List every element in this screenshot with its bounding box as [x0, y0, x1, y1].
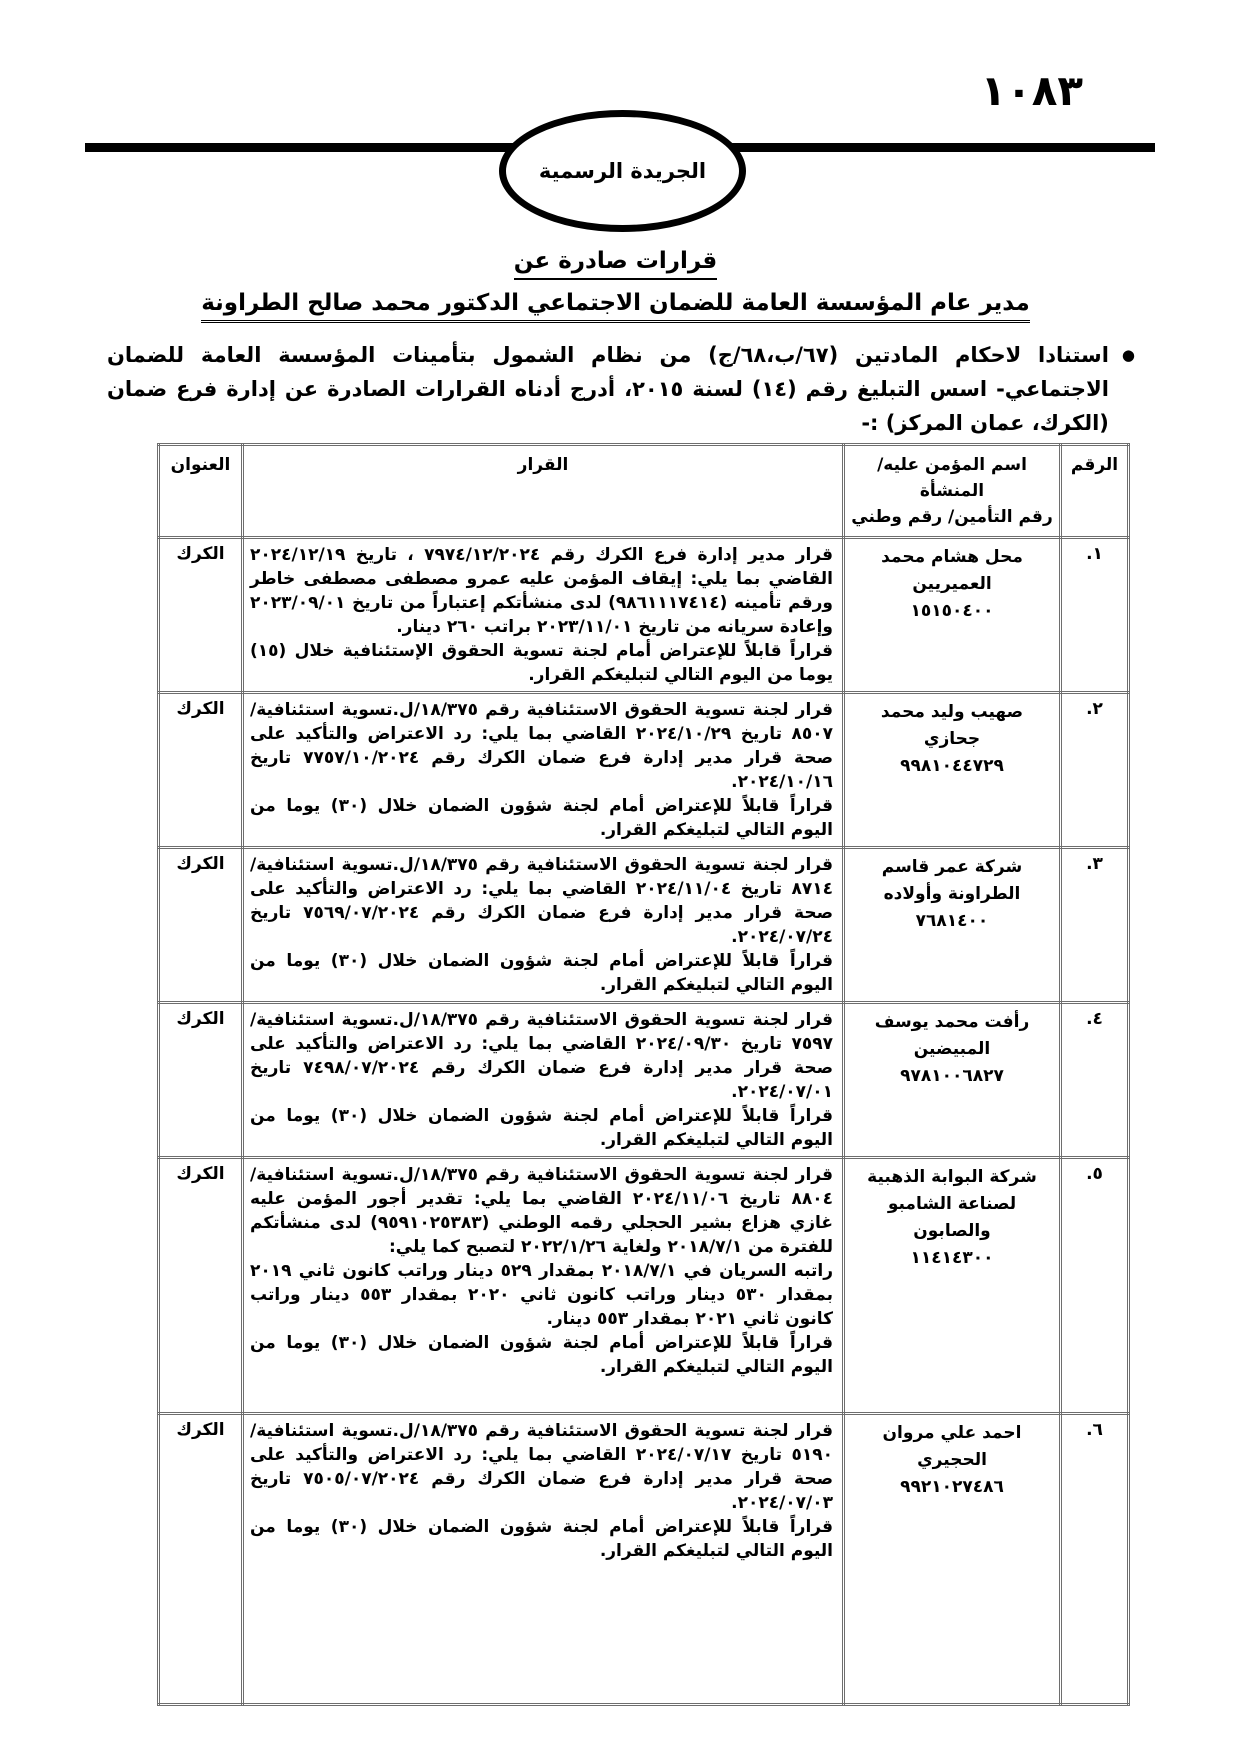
banner-ellipse [499, 110, 746, 232]
insurance-number: ١١٤١٤٣٠٠ [910, 1248, 994, 1268]
header-name-line1: اسم المؤمن عليه/ المنشأة [877, 455, 1027, 501]
address-cell: الكرك [159, 848, 243, 1003]
heading-secondary-text: مدير عام المؤسسة العامة للضمان الاجتماعي الدكتور محمد صالح الطراونة [201, 290, 1030, 323]
insured-name-cell [844, 693, 1061, 848]
row-number: ٤. [1061, 1003, 1129, 1158]
header-name [844, 445, 1061, 538]
intro-paragraph [107, 338, 1135, 440]
address-cell: الكرك [159, 1003, 243, 1158]
intro-text: استنادا لاحكام المادتين (٦٧/ب،٦٨/ج) من نظام الشمول بتأمينات المؤسسة العامة للضمان الاجتماعي- اسس التبليغ رقم (١٤) لسنة ٢٠١٥، أدرج أدناه القرارات الصادرة عن إدارة فرع ضمان (الكرك، عمان المركز) :- [107, 343, 1109, 435]
row-number: ١. [1061, 538, 1129, 693]
decision-cell [243, 1158, 844, 1414]
decisions-table [157, 443, 1130, 1706]
decision-cell [243, 1003, 844, 1158]
insured-name: رأفت محمد يوسف المبيضين [874, 1012, 1030, 1059]
address-cell: الكرك [159, 1414, 243, 1705]
insured-name-cell [844, 1158, 1061, 1414]
row-number: ٢. [1061, 693, 1129, 848]
decision-paragraph: قرار لجنة تسوية الحقوق الاستئنافية رقم ١٨/٣٧٥/ل.تسوية استئنافية/٨٧١٤ تاريخ ٢٠٢٤/١١/٠٤ القاضي بما يلي: رد الاعتراض والتأكيد على صحة قرار مدير إدارة فرع ضمان الكرك رقم ٧٥٦٩/٠٧/٢٠٢٤ تاريخ ٢٠٢٤/٠٧/٢٤. [250, 855, 834, 947]
insurance-number: ١٥١٥٠٤٠٠ [910, 601, 994, 621]
table-row [159, 1414, 1129, 1705]
decision-paragraph: قراراً قابلاً للإعتراض أمام لجنة شؤون الضمان خلال (٣٠) يوما من اليوم التالي لتبليغكم القرار. [250, 1517, 833, 1561]
decision-cell [243, 1414, 844, 1705]
decision-cell [243, 693, 844, 848]
insured-name-cell [844, 1414, 1061, 1705]
table-row [159, 693, 1129, 848]
insured-name: احمد علي مروان الحجيري [882, 1423, 1022, 1470]
page-number: ١٠٨٣ [980, 66, 1083, 115]
insured-name: صهيب وليد محمد جحازي [880, 702, 1024, 749]
bullet-icon: ● [1121, 346, 1135, 364]
table-header-row [159, 445, 1129, 538]
insured-name-cell [844, 848, 1061, 1003]
heading-secondary [0, 290, 1231, 323]
heading-primary [0, 248, 1231, 280]
decision-paragraph: قرار لجنة تسوية الحقوق الاستئنافية رقم ١٨/٣٧٥/ل.تسوية استئنافية/٥١٩٠ تاريخ ٢٠٢٤/٠٧/١٧ القاضي بما يلي: رد الاعتراض والتأكيد على صحة قرار مدير إدارة فرع ضمان الكرك رقم ٧٥٠٥/٠٧/٢٠٢٤ تاريخ ٢٠٢٤/٠٧/٠٣. [250, 1421, 834, 1513]
insurance-number: ٧٦٨١٤٠٠ [915, 911, 989, 931]
decision-paragraph: قراراً قابلاً للإعتراض أمام لجنة شؤون الضمان خلال (٣٠) يوما من اليوم التالي لتبليغكم القرار. [250, 1106, 833, 1150]
insured-name: شركة عمر قاسم الطراونة وأولاده [881, 857, 1023, 904]
address-cell: الكرك [159, 538, 243, 693]
decision-paragraph: قرار مدير إدارة فرع الكرك رقم ٧٩٧٤/١٢/٢٠٢٤ ، تاريخ ٢٠٢٤/١٢/١٩ القاضي بما يلي: إيقاف المؤمن عليه عمرو مصطفى مصطفى خاطر ورقم تأمينه (٩٨٦١١١٧٤١٤) لدى منشأتكم إعتباراً من تاريخ ٢٠٢٣/٠٩/٠١ وإعادة سريانه من تاريخ ٢٠٢٣/١١/٠١ براتب ٢٦٠ دينار. [250, 545, 834, 637]
decision-paragraph: قرار لجنة تسوية الحقوق الاستئنافية رقم ١٨/٣٧٥/ل.تسوية استئنافية/٨٥٠٧ تاريخ ٢٠٢٤/١٠/٢٩ القاضي بما يلي: رد الاعتراض والتأكيد على صحة قرار مدير إدارة فرع ضمان الكرك رقم ٧٧٥٧/١٠/٢٠٢٤ تاريخ ٢٠٢٤/١٠/١٦. [250, 700, 834, 792]
header-number: الرقم [1061, 445, 1129, 538]
row-number: ٥. [1061, 1158, 1129, 1414]
insured-name-cell [844, 538, 1061, 693]
header-decision: القرار [243, 445, 844, 538]
insurance-number: ٩٧٨١٠٠٦٨٢٧ [900, 1066, 1004, 1086]
table-row [159, 538, 1129, 693]
insurance-number: ٩٩٢١٠٢٧٤٨٦ [900, 1477, 1004, 1497]
decision-paragraph: قراراً قابلاً للإعتراض أمام لجنة شؤون الضمان خلال (٣٠) يوما من اليوم التالي لتبليغكم القرار. [250, 951, 833, 995]
decision-paragraph: قراراً قابلاً للإعتراض أمام لجنة تسوية الحقوق الإستئنافية خلال (١٥) يوما من اليوم التالي لتبليغكم القرار. [250, 641, 833, 685]
header-address: العنوان [159, 445, 243, 538]
decision-cell [243, 848, 844, 1003]
table-row [159, 1003, 1129, 1158]
row-number: ٦. [1061, 1414, 1129, 1705]
row-number: ٣. [1061, 848, 1129, 1003]
decision-paragraph: قرار لجنة تسوية الحقوق الاستئنافية رقم ١٨/٣٧٥/ل.تسوية استئنافية/٧٥٩٧ تاريخ ٢٠٢٤/٠٩/٣٠ القاضي بما يلي: رد الاعتراض والتأكيد على صحة قرار مدير إدارة فرع ضمان الكرك رقم ٧٤٩٨/٠٧/٢٠٢٤ تاريخ ٢٠٢٤/٠٧/٠١. [250, 1010, 834, 1102]
decision-paragraph: قراراً قابلاً للإعتراض أمام لجنة شؤون الضمان خلال (٣٠) يوما من اليوم التالي لتبليغكم القرار. [250, 796, 833, 840]
insured-name-cell [844, 1003, 1061, 1158]
heading-primary-text: قرارات صادرة عن [514, 248, 717, 280]
decision-paragraph: راتبه السريان في ٢٠١٨/٧/١ بمقدار ٥٢٩ دينار وراتب كانون ثاني ٢٠١٩ بمقدار ٥٣٠ دينار وراتب كانون ثاني ٢٠٢٠ بمقدار ٥٥٣ دينار وراتب كانون ثاني ٢٠٢١ بمقدار ٥٥٣ دينار. [250, 1261, 834, 1329]
insurance-number: ٩٩٨١٠٤٤٧٢٩ [900, 756, 1004, 776]
decision-paragraph: قراراً قابلاً للإعتراض أمام لجنة شؤون الضمان خلال (٣٠) يوما من اليوم التالي لتبليغكم القرار. [250, 1333, 833, 1377]
decision-paragraph: قرار لجنة تسوية الحقوق الاستئنافية رقم ١٨/٣٧٥/ل.تسوية استئنافية/٨٨٠٤ تاريخ ٢٠٢٤/١١/٠٦ القاضي بما يلي: تقدير أجور المؤمن عليه غازي هزاع بشير الحجلي رقمه الوطني (٩٥٩١٠٢٥٣٨٣) لدى منشأتكم للفترة من ٢٠١٨/٧/١ ولغاية ٢٠٢٢/١/٢٦ لتصبح كما يلي: [250, 1165, 834, 1257]
banner-label: الجريدة الرسمية [538, 159, 707, 183]
header-name-line2: رقم التأمين/ رقم وطني [851, 507, 1053, 527]
insured-name: محل هشام محمد العميريين [881, 547, 1023, 594]
address-cell: الكرك [159, 693, 243, 848]
address-cell: الكرك [159, 1158, 243, 1414]
table-row [159, 1158, 1129, 1414]
table-row [159, 848, 1129, 1003]
decision-cell [243, 538, 844, 693]
insured-name: شركة البوابة الذهبية لصناعة الشامبو والصابون [867, 1167, 1037, 1241]
